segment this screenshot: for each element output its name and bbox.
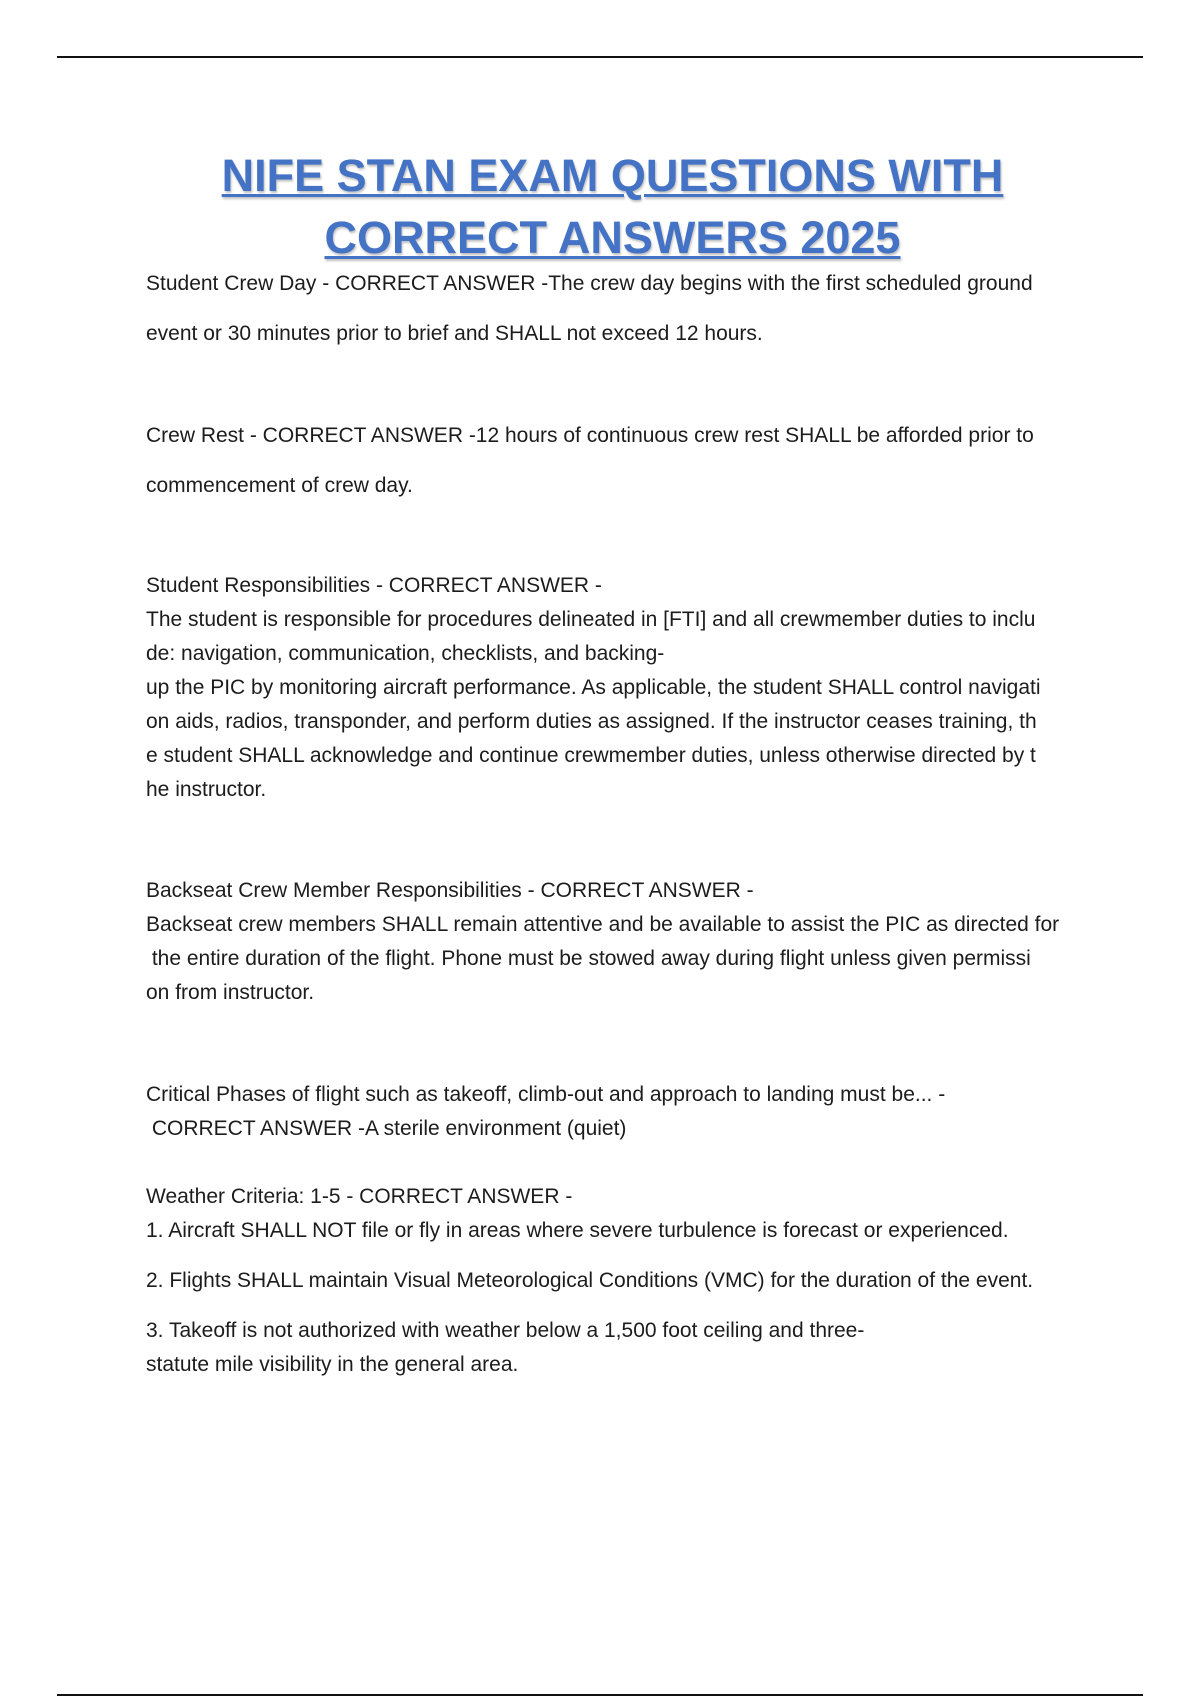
top-rule [57, 56, 1143, 58]
entry-line: 3. Takeoff is not authorized with weather below a 1,500 foot ceiling and three- [146, 1319, 865, 1342]
page-title [100, 145, 1125, 269]
entry-line: de: navigation, communication, checklists, and backing- [146, 642, 665, 665]
entry-line: event or 30 minutes prior to brief and SHALL not exceed 12 hours. [146, 322, 763, 345]
entry-line: Critical Phases of flight such as takeoff, climb-out and approach to landing must be... - [146, 1083, 946, 1106]
entry-weather-criteria [146, 1180, 1096, 1382]
entry-line: Backseat Crew Member Responsibilities - CORRECT ANSWER - [146, 879, 754, 902]
entry-line: on aids, radios, transponder, and perform duties as assigned. If the instructor ceases training, th [146, 710, 1037, 733]
entry-line: the entire duration of the flight. Phone must be stowed away during flight unless given permissi [146, 947, 1031, 970]
entry-line: Student Crew Day - CORRECT ANSWER -The crew day begins with the first scheduled ground [146, 272, 1033, 295]
entry-line: commencement of crew day. [146, 474, 413, 497]
entry-line: Backseat crew members SHALL remain attentive and be available to assist the PIC as directed for [146, 913, 1060, 936]
entry-line: 1. Aircraft SHALL NOT file or fly in areas where severe turbulence is forecast or experienced. [146, 1219, 1009, 1242]
entry-backseat-crew [146, 874, 1096, 1010]
entry-student-responsibilities [146, 569, 1096, 807]
entry-line: he instructor. [146, 778, 267, 801]
entry-line: Crew Rest - CORRECT ANSWER -12 hours of continuous crew rest SHALL be afforded prior to [146, 424, 1034, 447]
title-line-1: NIFE STAN EXAM QUESTIONS WITH [221, 150, 1004, 201]
entry-line: up the PIC by monitoring aircraft performance. As applicable, the student SHALL control navigati [146, 676, 1041, 699]
entry-line: Student Responsibilities - CORRECT ANSWER - [146, 574, 602, 597]
entry-line: Weather Criteria: 1-5 - CORRECT ANSWER - [146, 1185, 573, 1208]
entry-critical-phases [146, 1078, 1096, 1146]
bottom-rule [57, 1694, 1143, 1696]
entry-crew-rest [146, 418, 1096, 504]
entry-line: on from instructor. [146, 981, 315, 1004]
entry-line: e student SHALL acknowledge and continue crewmember duties, unless otherwise directed by t [146, 744, 1036, 767]
entry-line: CORRECT ANSWER -A sterile environment (quiet) [146, 1117, 627, 1140]
entry-line: The student is responsible for procedures delineated in [FTI] and all crewmember duties to inclu [146, 608, 1036, 631]
entry-student-crew-day [146, 266, 1096, 352]
entry-line: statute mile visibility in the general area. [146, 1353, 519, 1376]
entry-line: 2. Flights SHALL maintain Visual Meteorological Conditions (VMC) for the duration of the event. [146, 1269, 1034, 1292]
title-line-2: CORRECT ANSWERS 2025 [324, 212, 901, 263]
